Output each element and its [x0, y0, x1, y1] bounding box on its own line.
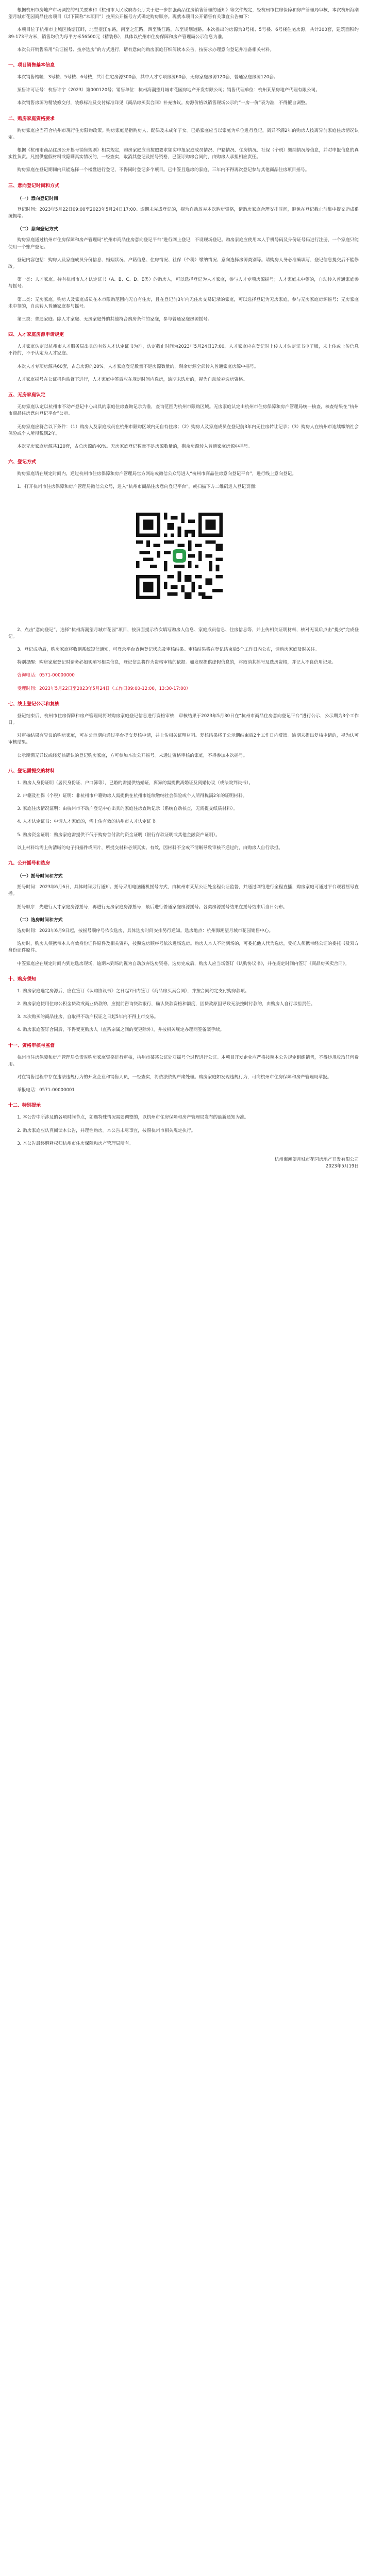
- section-paragraph: 2. 户籍及社保（个税）证明：非杭州市户籍购房人需提供在杭州市连续缴纳社会保险或个人所得税满2年的证明材料。: [17, 793, 247, 799]
- section-eligibility: [8, 115, 359, 174]
- section-title: 十一、资格审核与监督: [8, 1043, 55, 1048]
- qr-code-container: [118, 497, 241, 621]
- section-title: 六、登记方式: [8, 460, 37, 465]
- subsection-title: （一）意向登记时间: [17, 196, 58, 201]
- report-hotline-text: 举报电话：0571-00000001: [17, 1088, 75, 1093]
- subsection-title: （二）选房时间和方式: [17, 917, 63, 923]
- section-paragraph: 登记内容包括：购房人及家庭成员身份信息、婚姻状况、户籍信息、住房情况、社保（个税）缴纳情况、意向选择房源类别等。请购房人务必准确填写，登记信息提交后不能修改。: [8, 257, 359, 270]
- section-title: 四、人才家庭房源申请规定: [8, 332, 64, 338]
- section-lottery-selection: [8, 860, 359, 968]
- section-paragraph: 中签家庭应在规定时间内到达选房现场，逾期未到场的视为自动放弃选房资格。选房完成后，购房人应当场签订《认购协议书》，并在规定时间内签订《商品房买卖合同》。: [17, 961, 349, 967]
- section-paragraph: 购房家庭通过杭州市住房保障和房产管理局“杭州市商品住房意向登记平台”进行网上登记，不设现场登记。购房家庭应使用本人手机号码及身份证号码进行注册，一个家庭只能使用一个账户登记。: [8, 238, 359, 250]
- section-paragraph: 3. 本次购买的商品住房，自取得不动产权证之日起5年内不得上市交易。: [17, 1014, 159, 1020]
- section-paragraph: 无房家庭应符合以下条件：（1）购房人及家庭成员在杭州市限购区域内无自有住房；（2）购房人及家庭成员在登记前3年内无住房转让记录；（3）购房人在杭州市连续缴纳社会保险或个人所得税满2年。: [8, 424, 359, 436]
- section-title: 三、意向登记时间和方式: [8, 183, 60, 189]
- section-paragraph: 摇号顺序：先进行人才家庭房源摇号，再进行无房家庭房源摇号，最后进行普通家庭房源摇号。各类房源摇号结果在摇号结束后当日公布。: [17, 904, 288, 910]
- section-paragraph: 第一类：人才家庭。持有杭州市人才认定证书（A、B、C、D、E类）的购房人，可以选择登记为人才家庭，参与人才专项房源摇号；人才家庭未中签的，自动转入普通家庭参与摇号。: [8, 277, 359, 290]
- section-registration-method: [8, 459, 359, 692]
- section-talent-housing: [8, 331, 359, 383]
- hotline-text: 咨询电话：0571-00000000: [17, 673, 75, 679]
- section-paragraph: 登记时间：2023年5月22日09:00至2023年5月24日17:00。逾期未完成登记的，视为自动放弃本次购房资格，请购房家庭合理安排时间，避免在登记截止前集中提交造成系统拥堵。: [8, 207, 359, 219]
- section-title: 七、线上登记公示和复核: [8, 701, 60, 707]
- section-paragraph: 1、打开杭州市住房保障和房产管理局微信公众号，进入“杭州市商品住房意向登记平台”，或扫描下方二维码进入登记页面：: [17, 484, 260, 490]
- subsection-title: （一）摇号时间和方式: [17, 873, 63, 879]
- section-paragraph: 对在销售过程中存在违法违规行为的开发企业和销售人员，一经查实，将依法依规严肃处理。购房家庭如发现违规行为，可向杭州市住房保障和房产管理局举报。: [17, 1075, 332, 1080]
- section-paragraph: 购房家庭在登记期间内只能选择一个楼盘进行登记，不得同时登记多个项目。已中签且选房的家庭，三年内不得再次登记参与其他商品住房项目摇号。: [17, 167, 310, 173]
- issuer-name: 杭州海潮望月城市花园房地产开发有限公司: [274, 1157, 359, 1163]
- section-paragraph: 摇号时间：2023年6月6日，具体时间另行通知。摇号采用电脑随机摇号方式，由杭州市某某公证处全程公证监督，并通过网络进行全程直播，购房家庭可通过平台观看摇号直播。: [8, 885, 359, 897]
- section-paragraph: 2、点击“意向登记”，选择“杭州海潮望月城市花园”项目，按页面提示依次填写购房人信息、家庭成员信息、住房信息等，并上传相关证明材料，核对无误后点击“提交”完成登记。: [8, 627, 359, 639]
- section-title: 一、项目销售基本信息: [8, 63, 55, 69]
- section-paragraph: 第三类：普通家庭。除人才家庭、无房家庭外的其他符合购房条件的家庭，参与普通家庭房源摇号。: [17, 317, 212, 323]
- section-paragraph: 无房家庭认定以杭州市不动产登记中心出具的家庭住房查询记录为准，查询范围为杭州市限购区域。无房家庭认定由杭州市住房保障和房产管理局统一核查，核查结果在“杭州市商品住房意向登记平台”公示。: [8, 404, 359, 417]
- section-paragraph: 本次销售房源为精装修交付，装修标准及交付标准详见《商品房买卖合同》补充协议。房源价格以销售现场公示的“一房一价”表为准，不得擅自调整。: [17, 100, 310, 106]
- intro-paragraph: 根据杭州市房地产市场调控的相关要求和《杭州市人民政府办公厅关于进一步加强商品住房销售管理的通知》等文件规定，经杭州市住房保障和房产管理局审核，本次杭州海潮望月城市花园商品住房项目（以下简称“本项目”）按照公开摇号方式确定购房顺序。现就本项目公开销售有关事宜公告如下：: [8, 8, 359, 20]
- section-special-notice: [8, 1102, 359, 1147]
- section-paragraph: 本次销售楼幢：3号楼、5号楼、6号楼，共计住宅房源300套，其中人才专项房源60套，无房家庭房源120套，普通家庭房源120套。: [17, 75, 278, 80]
- section-registration: [8, 182, 359, 324]
- signature-block: [8, 1157, 359, 1170]
- issue-date: 2023年5月19日: [325, 1164, 359, 1170]
- section-paragraph: 4. 人才认定证书：申请人才家庭的，需上传有效的杭州市人才认定证书。: [17, 819, 160, 825]
- section-paragraph: 根据《杭州市商品住房公开摇号销售规则》相关规定，购房家庭应当按照要求如实申报家庭成员情况、户籍情况、住房情况、社保（个税）缴纳情况等信息，并对申报信息的真实性负责。凡提供虚假材料或隐瞒真实情况的，一经查实，取消其登记及摇号资格，已签订购房合同的，由购房人承担相应责任。: [8, 148, 359, 160]
- section-paragraph: 选房时，购房人须携带本人有效身份证件原件及相关资料，按照选房顺序号依次进场选房。购房人本人不能到场的，可委托他人代为选房，受托人须携带经公证的委托书及双方身份证件原件。: [8, 941, 359, 954]
- section-basic-info: [8, 62, 359, 107]
- section-supervision: [8, 1042, 359, 1094]
- section-paragraph: 以上材料均需上传清晰的电子扫描件或照片，所提交材料必须真实、有效，因材料不全或不清晰导致审核不通过的，由购房人自行承担。: [17, 845, 283, 851]
- section-paragraph: 特别提醒：购房家庭登记时请务必如实填写相关信息，登记信息将作为资格审核的依据。如发现提供虚假信息的，将取消其摇号及选房资格，并记入不良信用记录。: [17, 660, 336, 666]
- section-title: 二、购房家庭资格要求: [8, 116, 55, 122]
- section-paragraph: 本次人才专项房源共60套，占总房源的20%。人才家庭登记数量不足房源数量的，剩余房源全部转入普通家庭房源中摇号。: [17, 364, 259, 369]
- intro-paragraph: 本项目位于杭州市上城区钱塘江畔，北至望江东路，南至之江路，西至钱江路，东至规划道路。本次推出的房源为3号楼、5号楼、6号楼住宅房源，共计300套，建筑面积约89-173平方米，销售均价为每平方米56500元（精装修），具体以杭州市住房保障和房产管理局公示信息为准。: [8, 27, 359, 40]
- section-title: 五、无房家庭认定: [8, 393, 46, 398]
- section-publicity-review: [8, 701, 359, 759]
- section-paragraph: 5. 购房资金证明：购房家庭需提供不低于购房首付款的资金证明（银行存款证明或其他金融资产证明）。: [17, 832, 220, 838]
- section-paragraph: 人才家庭摇号在公证机构监督下进行，人才家庭中签后应在规定时间内选房，逾期未选房的，视为自动放弃选房资格。: [17, 377, 248, 382]
- section-no-house-family: [8, 392, 359, 450]
- section-paragraph: 杭州市住房保障和房产管理局负责对购房家庭资格进行审核，杭州市某某公证处对摇号全过程进行公证。本项目开发企业应严格按照本公告规定组织销售，不得违规收取任何费用。: [8, 1055, 359, 1067]
- section-paragraph: 登记结束后，杭州市住房保障和房产管理局将对购房家庭登记信息进行资格审核，审核结果于2023年5月30日在“杭州市商品住房意向登记平台”进行公示，公示期为3个工作日。: [8, 713, 359, 725]
- section-paragraph: 公示期满无异议或经复核确认的登记购房家庭，方可参加本次公开摇号。未通过资格审核的家庭，不得参加本次摇号。: [17, 753, 248, 758]
- section-paragraph: 2. 购房家庭使用住房公积金贷款或商业贷款的，应提前咨询贷款银行，确认贷款资格和额度，因贷款原因导致无法按时付款的，由购房人自行承担责任。: [17, 1002, 315, 1007]
- section-title: 八、登记需提交的材料: [8, 768, 55, 774]
- section-paragraph: 本次无房家庭房源共120套，占总房源的40%。无房家庭登记数量不足房源数量的，剩余房源转入普通家庭房源中摇号。: [17, 444, 253, 449]
- section-paragraph: 1. 本公告中所涉及的各项时间节点，如遇特殊情况需要调整的，以杭州市住房保障和房产管理局发布的最新通知为准。: [17, 1115, 249, 1121]
- section-paragraph: 第二类：无房家庭。购房人及家庭成员在本市限购范围内无自有住房，且在登记前3年内无住房交易记录的家庭，可以选择登记为无房家庭，参与无房家庭房源摇号；无房家庭未中签的，自动转入普通家庭参与摇号。: [8, 297, 359, 309]
- service-hours-text: 受理时间：2023年5月22日至2023年5月24日（工作日09:00-12:00，13:30-17:00）: [17, 686, 191, 691]
- section-paragraph: 购房家庭请在规定时间内，通过杭州市住房保障和房产管理局官方网站或微信公众号进入“杭州市商品住房意向登记平台”，进行线上意向登记。: [17, 471, 296, 477]
- section-purchase-notes: [8, 976, 359, 1034]
- section-paragraph: 3. 本公告最终解释权归杭州市住房保障和房产管理局所有。: [17, 1141, 134, 1146]
- intro-section: [8, 7, 359, 54]
- section-paragraph: 人才家庭认定以杭州市人才服务局出具的有效人才认定证书为准，认定截止时间为2023年5月24日17:00。人才家庭应在登记时上传人才认定证书电子版，未上传或上传信息不符的，不予认定为人才家庭。: [8, 344, 359, 357]
- section-required-materials: [8, 768, 359, 852]
- section-paragraph: 3. 家庭住房情况证明：由杭州市不动产登记中心出具的家庭住房查询记录（系统自动核查，无需提交纸质材料）。: [17, 806, 238, 812]
- qr-code-icon[interactable]: [136, 513, 223, 599]
- section-paragraph: 4. 购房家庭签订合同后，不得变更购房人（直系亲属之间的变更除外），并按相关规定办理网签备案手续。: [17, 1027, 225, 1033]
- intro-paragraph: 本次公开销售采用“公证摇号、按序选房”的方式进行，请有意向的购房家庭仔细阅读本公告，按要求办理意向登记并准备相关材料。: [17, 47, 274, 53]
- section-paragraph: 预售许可证号：杭售许字（2023）第000120号；销售单位：杭州海潮望月城市花园房地产开发有限公司；销售代理单位：杭州某某房地产代理有限公司。: [17, 88, 320, 93]
- subsection-title: （二）意向登记方式: [17, 227, 58, 232]
- section-paragraph: 2. 购房家庭应认真阅读本公告，并理性购房。本公告未尽事宜，按照杭州市相关规定执行。: [17, 1128, 196, 1133]
- section-paragraph: 1. 购房家庭选定房源后，应在签订《认购协议书》之日起7日内签订《商品房买卖合同》，并按合同约定支付购房款项。: [17, 988, 249, 994]
- section-title: 九、公开摇号和选房: [8, 860, 51, 866]
- section-paragraph: 3、登记成功后，购房家庭将收到系统短信通知，可登录平台查询登记状态及审核结果。审核结果将在登记结束后5个工作日内公布，请购房家庭及时关注。: [17, 647, 320, 652]
- section-title: 十、购房须知: [8, 976, 37, 982]
- section-title: 十二、特别提示: [8, 1103, 41, 1109]
- section-paragraph: 对审核结果有异议的购房家庭，可在公示期内通过平台提交复核申请，并上传相关证明材料。复核结果将于公示期结束后2个工作日内反馈。逾期未提出复核申请的，视为认可审核结果。: [8, 733, 359, 745]
- section-paragraph: 选房时间：2023年6月9日起，按摇号顺序号依次选房，具体选房时间安排另行通知。选房地点：杭州海潮望月城市花园销售中心。: [17, 928, 274, 934]
- section-paragraph: 1. 购房人身份证明（居民身份证、户口簿等），已婚的需提供结婚证，离异的需提供离婚证及离婚协议（或法院判决书）。: [17, 780, 253, 786]
- section-paragraph: 购房家庭应当符合杭州市现行住房限购政策。购房家庭是指购房人、配偶及未成年子女。已婚家庭应当以家庭为单位进行登记，离异不满2年的购房人按离异前家庭住房情况认定。: [8, 128, 359, 140]
